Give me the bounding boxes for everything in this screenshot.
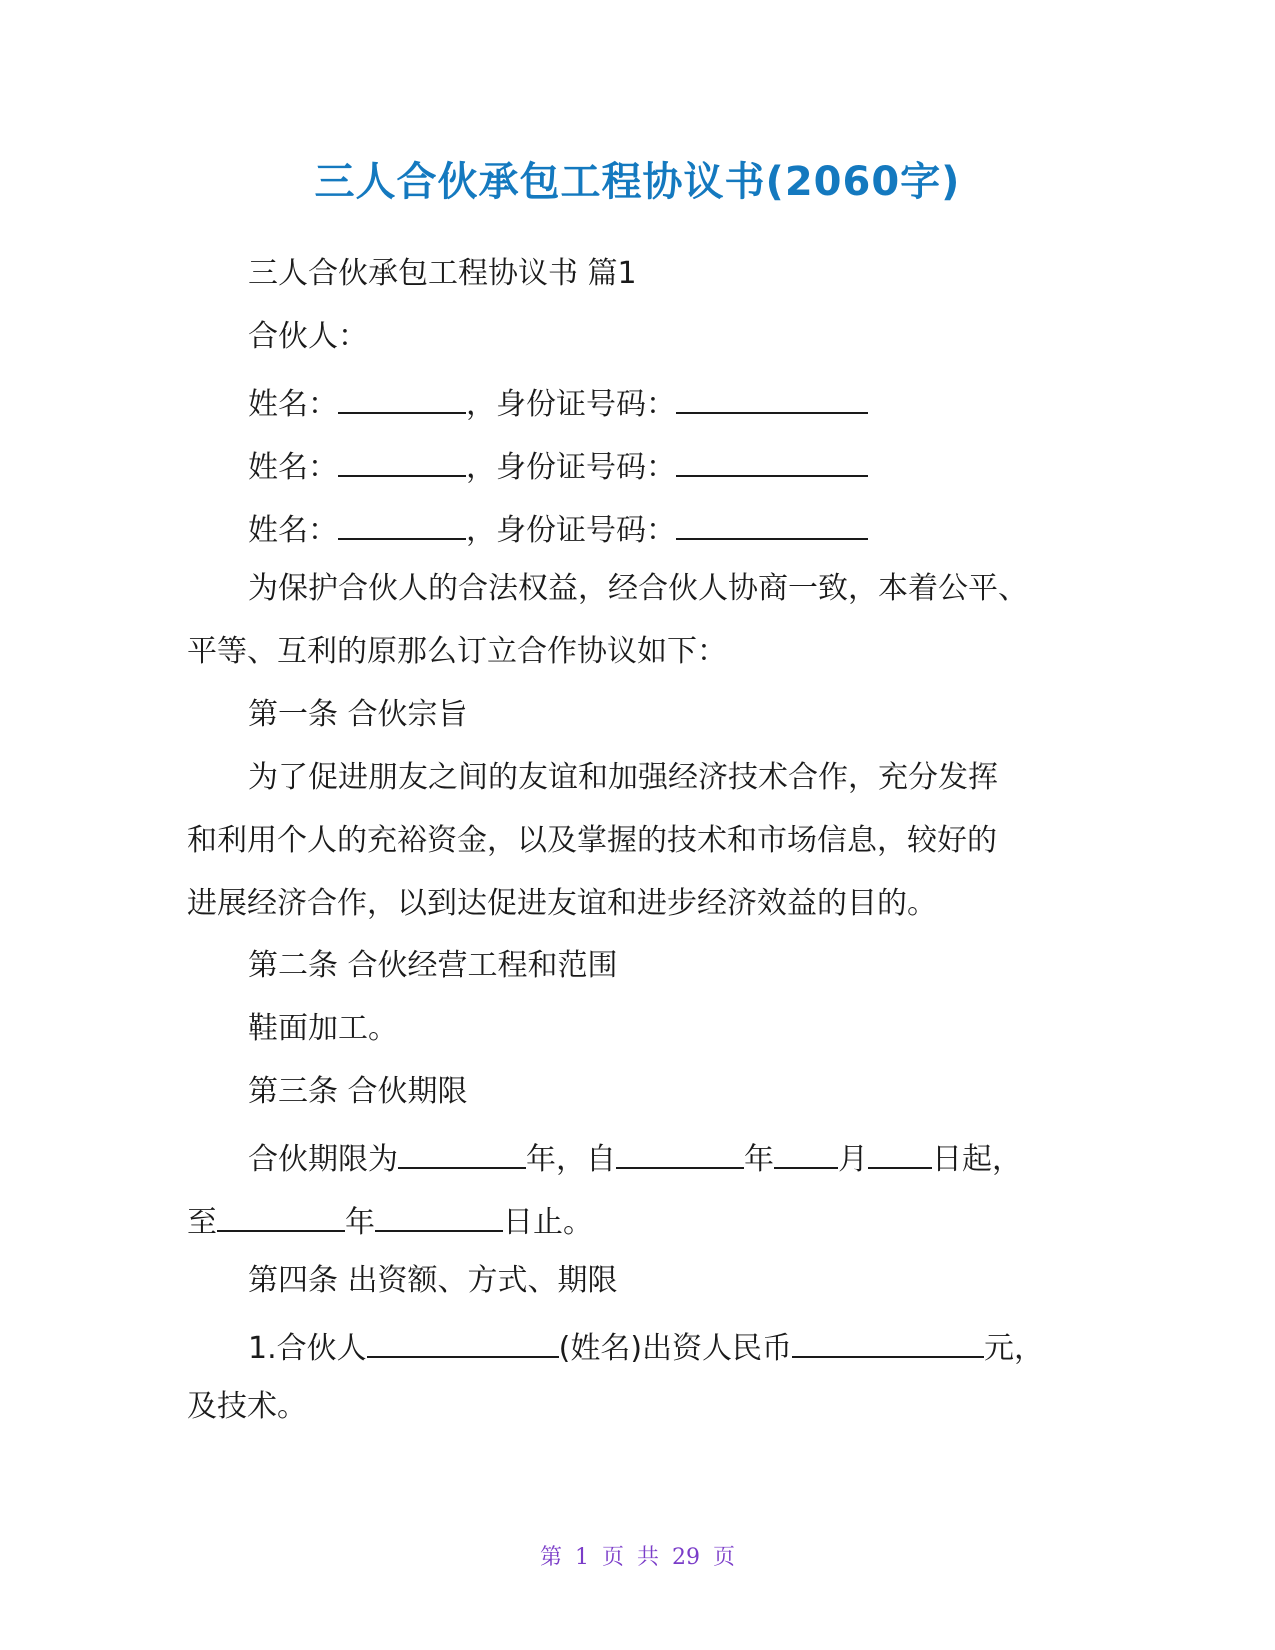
text: 日起，: [932, 1142, 1022, 1177]
name-label: 姓名：: [248, 387, 338, 422]
term-label: 合伙期限为: [248, 1142, 398, 1177]
article-3-line-1: [248, 1135, 1022, 1180]
start-day-blank: [868, 1135, 932, 1169]
page-footer: 第 1 页 共 29 页: [540, 1545, 735, 1570]
text: 至: [187, 1205, 217, 1240]
text: 1.合伙人: [248, 1331, 367, 1366]
text: 年: [345, 1205, 375, 1240]
end-year-blank: [217, 1198, 345, 1232]
article-1-line-1: 为了促进朋友之间的友谊和加强经济技术合作，充分发挥: [248, 760, 998, 795]
start-year-blank: [616, 1135, 744, 1169]
article-2-body: 鞋面加工。: [248, 1011, 398, 1046]
name-label: 姓名：: [248, 450, 338, 485]
article-4-line-1: [248, 1324, 1044, 1369]
id-label: ，身份证号码：: [466, 387, 676, 422]
text: 年，自: [526, 1142, 616, 1177]
end-day-blank: [375, 1198, 503, 1232]
article-3-line-2: [187, 1198, 593, 1243]
id-label: ，身份证号码：: [466, 450, 676, 485]
article-1-title: 第一条 合伙宗旨: [248, 697, 468, 732]
name-blank: [338, 380, 466, 414]
partner-row-3: [248, 506, 868, 551]
article-3-title: 第三条 合伙期限: [248, 1074, 468, 1109]
amount-blank: [792, 1324, 984, 1358]
text: 年: [744, 1142, 774, 1177]
text: (姓名)出资人民币: [558, 1331, 793, 1366]
purpose-line-2: 平等、互利的原那么订立合作协议如下：: [187, 634, 727, 669]
text: 月: [838, 1142, 868, 1177]
start-month-blank: [774, 1135, 838, 1169]
article-2-title: 第二条 合伙经营工程和范围: [248, 948, 618, 983]
article-4-title: 第四条 出资额、方式、期限: [248, 1263, 618, 1298]
name-label: 姓名：: [248, 513, 338, 548]
partner-row-2: [248, 443, 868, 488]
partners-label: 合伙人：: [248, 319, 368, 354]
purpose-line-1: 为保护合伙人的合法权益，经合伙人协商一致，本着公平、: [248, 571, 1028, 606]
text: 元，: [984, 1331, 1045, 1366]
term-years-blank: [398, 1135, 526, 1169]
id-blank: [676, 443, 868, 477]
name-blank: [338, 506, 466, 540]
article-1-line-2: 和利用个人的充裕资金，以及掌握的技术和市场信息，较好的: [187, 823, 997, 858]
page-title: 三人合伙承包工程协议书(2060字): [314, 159, 961, 205]
article-1-line-3: 进展经济合作，以到达促进友谊和进步经济效益的目的。: [187, 886, 937, 921]
partner-row-1: [248, 380, 868, 425]
name-blank: [338, 443, 466, 477]
article-4-line-2: 及技术。: [187, 1389, 307, 1424]
id-blank: [676, 506, 868, 540]
id-blank: [676, 380, 868, 414]
section-subtitle: 三人合伙承包工程协议书 篇1: [248, 256, 637, 291]
partner-name-blank: [367, 1324, 559, 1358]
id-label: ，身份证号码：: [466, 513, 676, 548]
text: 日止。: [503, 1205, 593, 1240]
